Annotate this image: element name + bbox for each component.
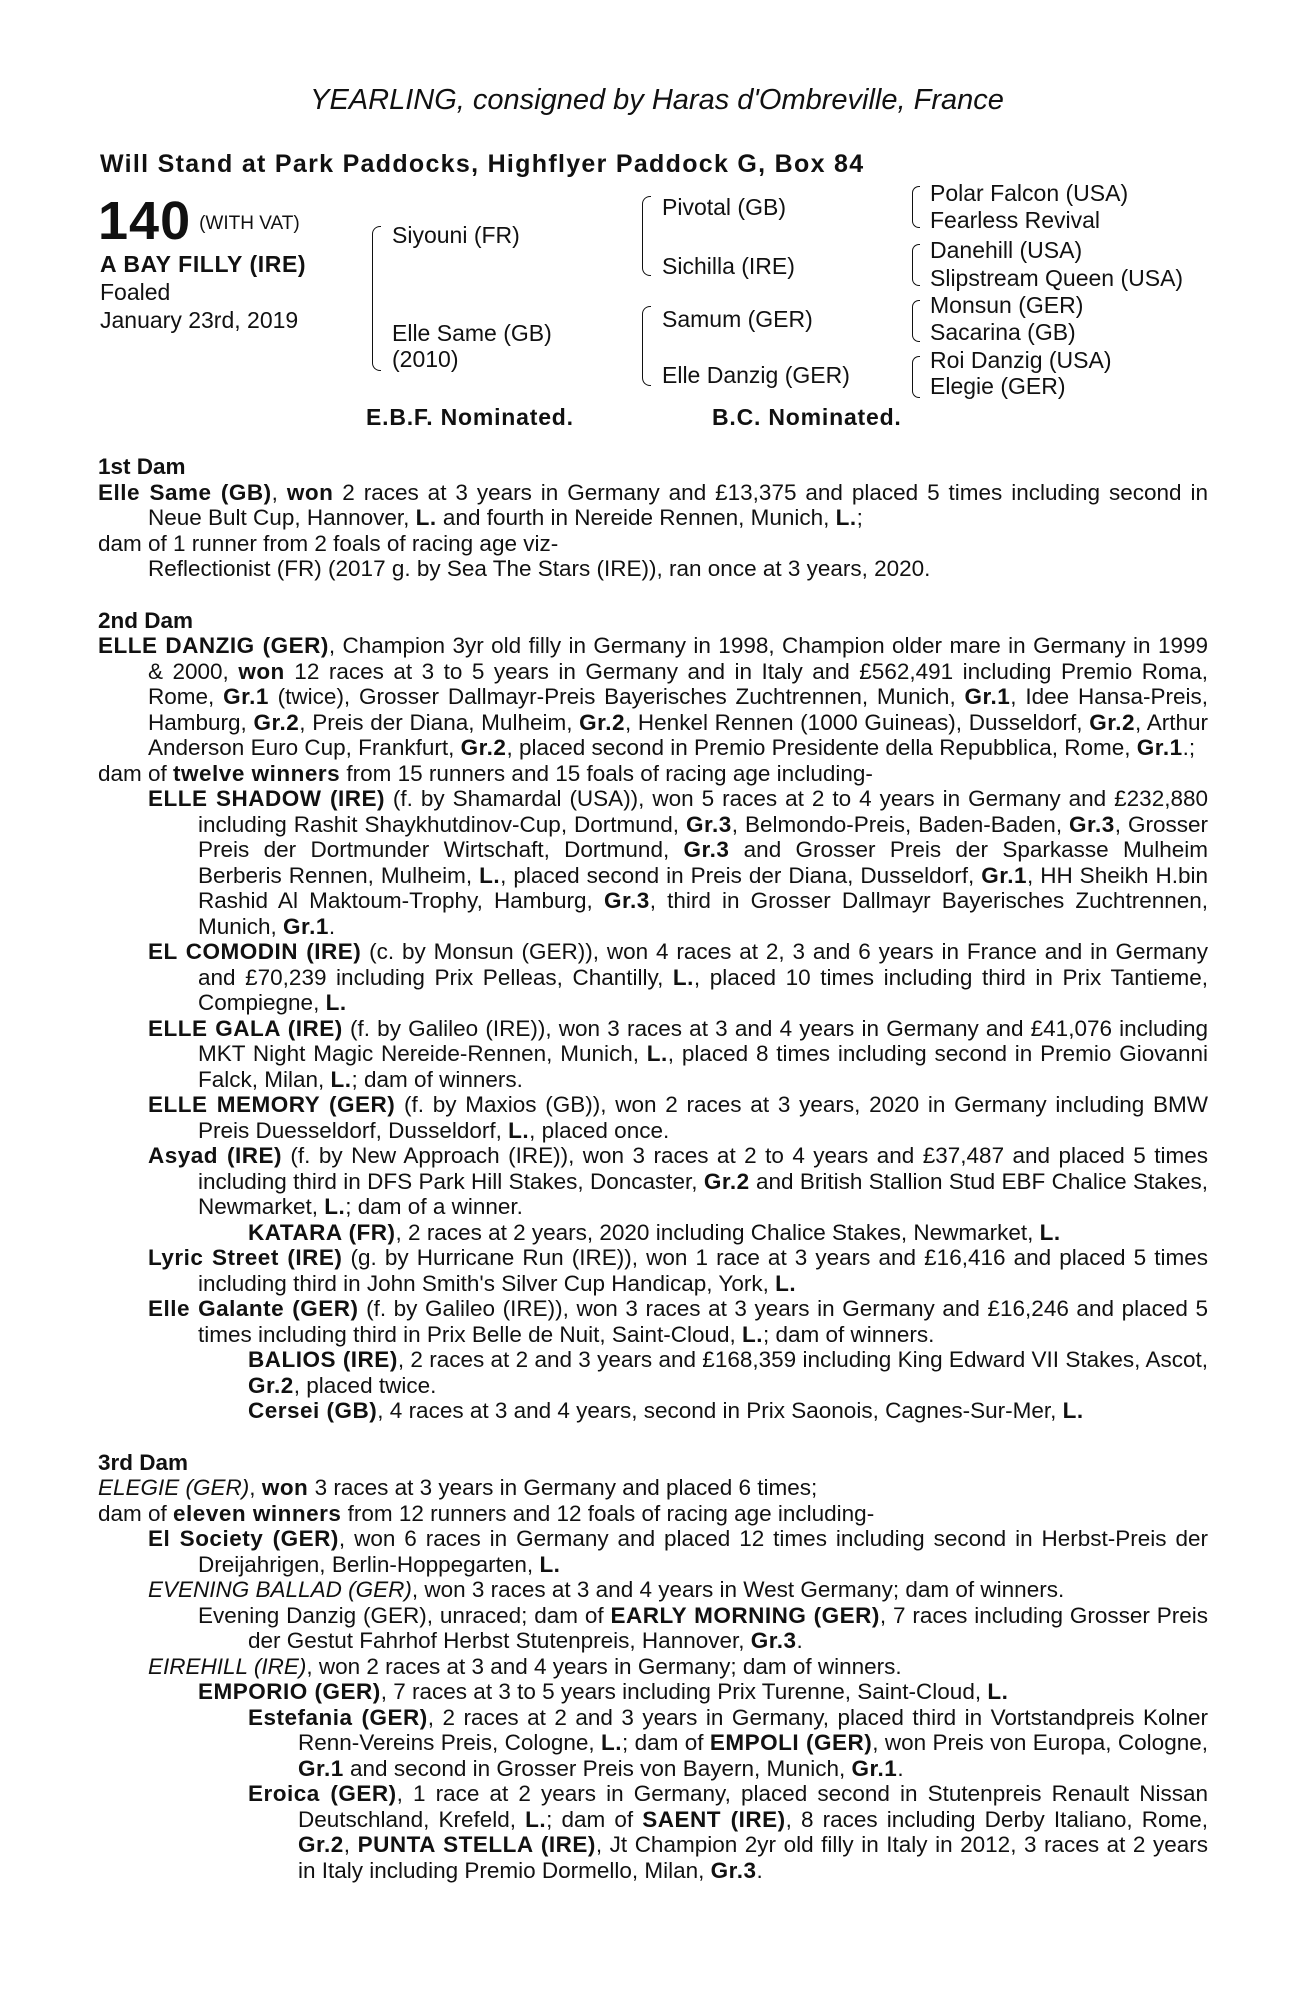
text: , Belmondo-Preis, Baden-Baden,: [731, 811, 1069, 837]
horse-name: Cersei (GB): [248, 1398, 378, 1423]
grade-mark: Gr.2: [703, 1168, 750, 1194]
produce-katara: [98, 1220, 1208, 1246]
text: , Champion 3yr old filly in Germany in 1998, Champion older mare in Germany in 1999 & 2000,: [148, 633, 1208, 684]
produce-balios: [98, 1347, 1208, 1398]
text: , Grosser Preis der Dortmunder Wirtschaft, Dortmund,: [198, 811, 1208, 862]
grade-mark: Gr.3: [603, 888, 650, 913]
horse-name: EVENING BALLAD (GER): [148, 1577, 412, 1602]
text: Evening Danzig (GER), unraced; dam of: [198, 1602, 611, 1628]
text: ; dam of a winner.: [345, 1194, 523, 1219]
grade-mark: Gr.2: [579, 709, 625, 735]
text: , Arthur Anderson Euro Cup, Frankfurt,: [148, 709, 1208, 760]
text: , won 3 races at 3 and 4 years in West Germany; dam of winners.: [411, 1577, 1065, 1602]
pedigree-brace-main: [372, 226, 381, 371]
listed-mark: L.: [324, 1194, 346, 1219]
text: , placed 10 times including third in Prix Tantieme, Compiegne,: [198, 964, 1208, 1015]
horse-name: ELLE SHADOW (IRE): [148, 786, 385, 811]
foaled-label: Foaled: [100, 279, 171, 305]
text: (f. by Maxios (GB)), won 2 races at 3 years, 2020 in Germany including BMW Preis Duesseldorf, Dusseldorf,: [198, 1092, 1208, 1143]
horse-name: EIREHILL (IRE): [148, 1653, 307, 1679]
horse-name: A BAY FILLY (IRE): [100, 251, 307, 277]
produce-elle-gala: [98, 1016, 1208, 1093]
listed-mark: L.: [525, 1806, 547, 1832]
text: , placed 8 times including second in Premio Giovanni Falck, Milan,: [198, 1041, 1208, 1092]
text: ,: [343, 1832, 358, 1857]
text: dam of: [98, 760, 174, 786]
horse-name: PUNTA STELLA (IRE): [357, 1832, 596, 1857]
pedigree-sire-sire: Pivotal (GB): [662, 194, 786, 220]
grade-mark: Gr.2: [460, 735, 507, 760]
first-dam-entry: Elle Same (GB), won 2 races at 3 years in Germany and £13,375 and placed 5 times including second in Neue Bult Cup, Hannover, L. and fourth in Nereide Rennen, Munich, L.;: [98, 479, 1208, 530]
grade-mark: Gr.1: [223, 684, 269, 709]
listed-mark: L.: [479, 862, 501, 888]
pedigree-g6: Sacarina (GB): [930, 319, 1076, 345]
pedigree-g1: Polar Falcon (USA): [930, 180, 1129, 206]
pedigree-dam: Elle Same (GB): [392, 320, 552, 346]
text: , 2 races at 2 and 3 years in Germany, placed third in Vortstandpreis Kolner Renn-Vereins Preis, Cologne,: [298, 1704, 1208, 1755]
text: , won Preis von Europa, Cologne,: [872, 1730, 1208, 1755]
third-dam-name: ELEGIE (GER): [98, 1475, 250, 1500]
text: , Preis der Diana, Mulheim,: [299, 709, 580, 735]
second-dam-entry: [98, 633, 1208, 761]
pedigree-dam-dam: Elle Danzig (GER): [662, 362, 850, 388]
grade-mark: Gr.1: [283, 913, 329, 939]
listed-mark: L.: [775, 1270, 797, 1296]
listed-mark: L.: [415, 505, 437, 530]
grade-mark: Gr.1: [851, 1755, 898, 1781]
text: , placed second in Premio Presidente della Repubblica, Rome,: [506, 735, 1137, 760]
horse-name: Asyad (IRE): [148, 1143, 282, 1168]
text: , HH Sheikh H.bin Rashid Al Maktoum-Trophy, Hamburg,: [198, 862, 1208, 913]
text: ; dam of winners.: [763, 1321, 935, 1347]
text: and fourth in Nereide Rennen, Munich,: [436, 505, 836, 530]
produce-elle-shadow: ELLE SHADOW (IRE) (f. by Shamardal (USA)), won 5 races at 2 to 4 years in Germany and £232,880 including Rashit Shaykhutdinov-Cup, Dortmund, Gr.3, Belmondo-Preis, Baden-Baden, Gr.3, Grosser Preis der Dortmunder Wirtschaft, Dortmund, Gr.3 and Grosser Preis der Sparkasse Mulheim Berberis Rennen, Mulheim, L., placed second in Preis der Diana, Dusseldorf, Gr.1, HH Sheikh H.bin Rashid Al Maktoum-Trophy, Hamburg, Gr.3, third in Grosser Dallmayr Bayerisches Zuchtrennen, Munich, Gr.1.: [148, 786, 1209, 939]
lot-header: [98, 190, 300, 252]
produce-evening-ballad: [98, 1577, 1208, 1603]
won-label: won: [261, 1475, 309, 1500]
grade-mark: Gr.1: [1136, 735, 1183, 760]
first-dam-heading: 1st Dam: [98, 454, 186, 479]
text: , 4 races at 3 and 4 years, second in Prix Saonois, Cagnes-Sur-Mer,: [377, 1398, 1063, 1423]
text: , Henkel Rennen (1000 Guineas), Dusseldorf,: [624, 709, 1090, 735]
bc-nominated: B.C. Nominated.: [712, 404, 902, 430]
produce-eroica: Eroica (GER), 1 race at 2 years in Germany, placed second in Stutenpreis Renault Nissan Deutschland, Krefeld, L.; dam of SAENT (IRE), 8 races including Derby Italiano, Rome, Gr.2, PUNTA STELLA (IRE), Jt Champion 2yr old filly in Italy in 2012, 3 races at 2 years in Italy including Premio Dormello, Milan, Gr.3.: [248, 1781, 1209, 1883]
pedigree-brace-g12: [912, 186, 920, 228]
listed-mark: L.: [835, 505, 857, 530]
text: (f. by New Approach (IRE)), won 3 races at 2 to 4 years and £37,487 and placed 5 times including third in DFS Park Hill Stakes, Doncaster,: [198, 1143, 1208, 1194]
text: ; dam of: [622, 1730, 710, 1755]
text: from 12 runners and 12 foals of racing age including-: [341, 1500, 875, 1526]
grade-mark: Gr.2: [248, 1372, 294, 1398]
pedigree-g3: Danehill (USA): [930, 237, 1083, 263]
listed-mark: L.: [539, 1551, 561, 1577]
winners-count: twelve winners: [173, 760, 341, 786]
text: , won 6 races in Germany and placed 12 times including second in Herbst-Preis der Dreijahrigen, Berlin-Hoppegarten,: [198, 1526, 1208, 1577]
text: and second in Grosser Preis von Bayern, Munich,: [343, 1755, 852, 1781]
grade-mark: Gr.3: [710, 1857, 757, 1883]
catalogue-body: [98, 454, 1208, 1883]
pedigree-dam-sire: Samum (GER): [662, 306, 813, 332]
pedigree-sire-dam: Sichilla (IRE): [662, 253, 795, 279]
second-dam-name: ELLE DANZIG (GER): [98, 633, 329, 658]
pedigree-brace-g56: [912, 300, 920, 342]
text: , placed twice.: [293, 1372, 437, 1398]
horse-name: BALIOS (IRE): [248, 1347, 398, 1372]
text: , 7 races including Grosser Preis der Gestut Fahrhof Herbst Stutenpreis, Hannover,: [248, 1602, 1208, 1653]
text: , 7 races at 3 to 5 years including Prix Turenne, Saint-Cloud,: [380, 1679, 988, 1704]
horse-name: Eroica (GER): [248, 1781, 397, 1806]
second-dam-heading: 2nd Dam: [98, 607, 194, 633]
listed-mark: L.: [508, 1117, 530, 1143]
won-label: won: [238, 658, 285, 684]
pedigree-brace-sire: [642, 196, 651, 276]
text: , third in Grosser Dallmayr Bayerisches Zuchtrennen, Munich,: [198, 888, 1209, 939]
text: and Grosser Preis der Sparkasse Mulheim Berberis Rennen, Mulheim,: [198, 837, 1208, 888]
grade-mark: Gr.3: [1069, 811, 1115, 837]
horse-name: SAENT (IRE): [642, 1806, 786, 1832]
listed-mark: L.: [742, 1321, 763, 1347]
grade-mark: Gr.1: [981, 862, 1027, 888]
horse-name: EARLY MORNING (GER): [610, 1602, 880, 1628]
listed-mark: L.: [1039, 1219, 1061, 1245]
horse-name: KATARA (FR): [248, 1219, 396, 1245]
text: ,: [249, 1475, 262, 1500]
produce-asyad: [98, 1143, 1208, 1220]
text: and British Stallion Stud EBF Chalice Stakes, Newmarket,: [198, 1168, 1208, 1219]
pedigree-dam-year: (2010): [392, 346, 459, 372]
horse-info: [100, 250, 306, 334]
produce-emporio: [98, 1679, 1208, 1705]
horse-name: ELLE MEMORY (GER): [148, 1092, 396, 1117]
horse-name: EL COMODIN (IRE): [148, 939, 362, 964]
listed-mark: L.: [646, 1041, 668, 1066]
first-dam-name: Elle Same (GB): [98, 479, 272, 505]
pedigree-brace-g34: [912, 244, 920, 286]
text: , 8 races including Derby Italiano, Rome,: [785, 1806, 1209, 1832]
listed-mark: L.: [330, 1066, 352, 1092]
produce-el-comodin: [98, 939, 1208, 1016]
lot-number: 140: [98, 191, 192, 251]
pedigree-g4: Slipstream Queen (USA): [930, 265, 1184, 291]
horse-name: Elle Galante (GER): [148, 1296, 359, 1321]
text: , won 2 races at 3 and 4 years in Germany; dam of winners.: [306, 1653, 902, 1679]
grade-mark: Gr.2: [1089, 709, 1135, 735]
first-dam-produce: dam of 1 runner from 2 foals of racing age viz-: [98, 530, 559, 556]
second-dam-produce: [98, 761, 1208, 787]
text: 12 races at 3 to 5 years in Germany and in Italy and £562,491 including Premio Roma, Rome,: [148, 658, 1208, 709]
text: ; dam of winners.: [351, 1066, 523, 1092]
horse-name: ELLE GALA (IRE): [148, 1015, 343, 1041]
grade-mark: Gr.1: [298, 1755, 344, 1781]
pedigree-brace-dam: [642, 306, 651, 386]
produce-elle-galante: [98, 1296, 1208, 1347]
text: (f. by Galileo (IRE)), won 3 races at 3 and 4 years in Germany and £41,076 including MKT Night Magic Nereide-Rennen, Munich,: [198, 1015, 1208, 1066]
third-dam-produce: [98, 1501, 1208, 1527]
produce-evening-danzig: Evening Danzig (GER), unraced; dam of EARLY MORNING (GER), 7 races including Grosser Preis der Gestut Fahrhof Herbst Stutenpreis, Hannover, Gr.3.: [198, 1602, 1208, 1653]
text: (twice), Grosser Dallmayr-Preis Bayerisches Zuchtrennen, Munich,: [268, 684, 965, 709]
horse-name: EMPORIO (GER): [198, 1679, 381, 1704]
text: , 2 races at 2 and 3 years and £168,359 including King Edward VII Stakes, Ascot,: [397, 1347, 1208, 1372]
winners-count: eleven winners: [173, 1500, 342, 1526]
text: , placed once.: [529, 1117, 670, 1143]
text: (c. by Monsun (GER)), won 4 races at 2, 3 and 6 years in France and in Germany and £70,239 including Prix Pelleas, Chantilly,: [198, 939, 1208, 990]
pedigree-brace-g78: [912, 356, 920, 398]
text: (f. by Shamardal (USA)), won 5 races at 2 to 4 years in Germany and £232,880 including Rashit Shaykhutdinov-Cup, Dortmund,: [198, 786, 1208, 837]
vat-note: (WITH VAT): [199, 213, 300, 234]
horse-name: EMPOLI (GER): [709, 1730, 873, 1755]
text: , 1 race at 2 years in Germany, placed second in Stutenpreis Renault Nissan Deutschland, Krefeld,: [298, 1781, 1209, 1832]
pedigree-g7: Roi Danzig (USA): [930, 347, 1112, 373]
listed-mark: L.: [601, 1730, 622, 1755]
grade-mark: Gr.1: [964, 684, 1011, 709]
produce-reflectionist: Reflectionist (FR) (2017 g. by Sea The Stars (IRE)), ran once at 3 years, 2020.: [148, 556, 931, 581]
produce-estefania: Estefania (GER), 2 races at 2 and 3 years in Germany, placed third in Vortstandpreis Kolner Renn-Vereins Preis, Cologne, L.; dam of EMPOLI (GER), won Preis von Europa, Cologne, Gr.1 and second in Grosser Preis von Bayern, Munich, Gr.1.: [248, 1704, 1208, 1781]
third-dam-entry: [98, 1475, 1208, 1501]
produce-eirehill: [98, 1654, 1208, 1680]
text: , Idee Hansa-Preis, Hamburg,: [148, 684, 1209, 735]
produce-cersei: [98, 1398, 1208, 1424]
pedigree-g8: Elegie (GER): [930, 373, 1066, 399]
text: from 15 runners and 15 foals of racing age including-: [340, 760, 873, 786]
text: (f. by Galileo (IRE)), won 3 races at 3 years in Germany and £16,246 and placed 5 times including third in Prix Belle de Nuit, Saint-Cloud,: [198, 1296, 1208, 1347]
listed-mark: L.: [672, 964, 694, 990]
ebf-nominated: E.B.F. Nominated.: [366, 404, 574, 430]
text: , placed second in Preis der Diana, Dusseldorf,: [500, 862, 982, 888]
listed-mark: L.: [325, 990, 347, 1015]
produce-lyric-street: [98, 1245, 1208, 1296]
horse-name: El Society (GER): [148, 1526, 339, 1551]
foaled-date: January 23rd, 2019: [100, 307, 299, 333]
text: , 2 races at 2 years, 2020 including Chalice Stakes, Newmarket,: [395, 1219, 1040, 1245]
horse-name: Estefania (GER): [248, 1704, 428, 1730]
produce-el-society: [98, 1526, 1208, 1577]
produce-elle-memory: [98, 1092, 1208, 1143]
horse-name: Lyric Street (IRE): [148, 1245, 343, 1270]
text: dam of: [98, 1500, 174, 1526]
pedigree-g2: Fearless Revival: [930, 207, 1100, 233]
pedigree-g5: Monsun (GER): [930, 292, 1084, 318]
grade-mark: Gr.2: [253, 709, 300, 735]
listed-mark: L.: [987, 1679, 1009, 1704]
text: ; dam of: [546, 1806, 643, 1832]
stand-location: Will Stand at Park Paddocks, Highflyer Paddock G, Box 84: [100, 150, 865, 178]
text: 3 races at 3 years in Germany and placed 6 times;: [308, 1475, 818, 1500]
text: , Jt Champion 2yr old filly in Italy in 2012, 3 races at 2 years in Italy including Premio Dormello, Milan,: [298, 1832, 1209, 1883]
won-label: won: [286, 479, 334, 505]
pedigree-sire: Siyouni (FR): [392, 222, 520, 248]
consignment-line: YEARLING, consigned by Haras d'Ombreville, France: [310, 84, 1004, 116]
third-dam-heading: 3rd Dam: [98, 1449, 189, 1475]
text: 2 races at 3 years in Germany and £13,375 and placed 5 times including second in Neue Bult Cup, Hannover,: [148, 479, 1208, 530]
text: ;: [856, 505, 863, 530]
grade-mark: Gr.2: [298, 1832, 344, 1857]
text: .;: [1182, 735, 1196, 760]
grade-mark: Gr.3: [683, 837, 730, 862]
grade-mark: Gr.3: [750, 1628, 797, 1653]
grade-mark: Gr.3: [685, 811, 732, 837]
listed-mark: L.: [1062, 1398, 1084, 1423]
text: (g. by Hurricane Run (IRE)), won 1 race at 3 years and £16,416 and placed 5 times including third in John Smith's Silver Cup Handicap, York,: [198, 1245, 1209, 1296]
